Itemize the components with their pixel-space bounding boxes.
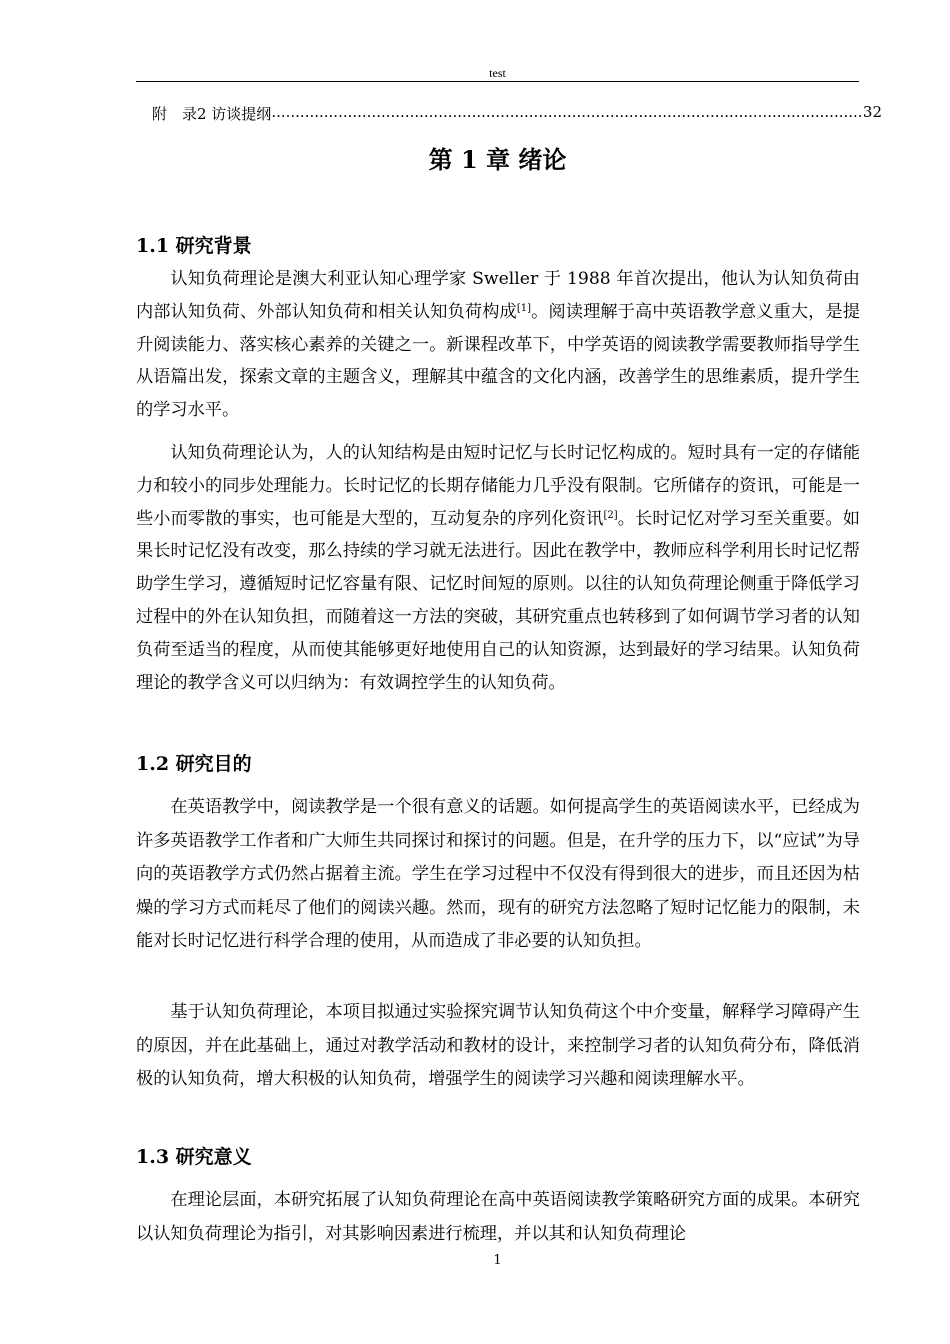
paragraph <box>136 791 860 959</box>
paragraph-text: 在理论层面，本研究拓展了认知负荷理论在高中英语阅读教学策略研究方面的成果。本研究以认知负荷理论为指引，对其影响因素进行梳理，并以其和认知负荷理论 <box>136 1190 860 1244</box>
page-number: 1 <box>493 1253 502 1268</box>
toc-entry-page: 32 <box>862 103 882 121</box>
running-header: test <box>489 66 506 80</box>
paragraph <box>136 1184 860 1251</box>
section-heading-1-2: 1.2 研究目的 <box>136 753 252 775</box>
chapter-title: 第 1 章 绪论 <box>428 145 567 174</box>
toc-entry[interactable] <box>152 103 882 124</box>
citation-ref[interactable]: [2] <box>603 509 618 521</box>
paragraph-text: 基于认知负荷理论，本项目拟通过实验探究调节认知负荷这个中介变量，解释学习障碍产生的原因，并在此基础上，通过对教学活动和教材的设计，来控制学习者的认知负荷分布，降低消极的认知负荷，增大积极的认知负荷，增强学生的阅读学习兴趣和阅读理解水平。 <box>136 1002 860 1090</box>
paragraph <box>136 437 860 699</box>
section-heading-1-3: 1.3 研究意义 <box>136 1146 252 1168</box>
paragraph-text: 。长时记忆对学习至关重要。如果长时记忆没有改变，那么持续的学习就无法进行。因此在教学中，教师应科学利用长时记忆帮助学生学习，遵循短时记忆容量有限、记忆时间短的原则。以往的认知负荷理论侧重于降低学习过程中的外在认知负担，而随着这一方法的突破，其研究重点也转移到了如何调节学习者的认知负荷至适当的程度，从而使其能够更好地使用自己的认知资源，达到最好的学习结果。认知负荷理论的教学含义可以归纳为：有效调控学生的认知负荷。 <box>136 508 860 693</box>
citation-ref[interactable]: [1] <box>516 302 532 314</box>
section-heading-1-1: 1.1 研究背景 <box>136 235 252 257</box>
toc-leader-dots <box>271 103 863 124</box>
paragraph <box>136 996 860 1097</box>
paragraph-text: 。阅读理解于高中英语教学意义重大，是提升阅读能力、落实核心素养的关键之一。新课程改革下，中学英语的阅读教学需要教师指导学生从语篇出发，探索文章的主题含义，理解其中蕴含的文化内涵，改善学生的思维素质，提升学生的学习水平。 <box>136 301 860 421</box>
header-rule <box>136 81 859 82</box>
paragraph <box>136 263 860 427</box>
paragraph-text: 认知负荷理论是澳大利亚认知心理学家 Sweller 于 1988 年首次提出，他认为认知负荷由内部认知负荷、外部认知负荷和相关认知负荷构成 <box>136 269 860 322</box>
paragraph-text: 在英语教学中，阅读教学是一个很有意义的话题。如何提高学生的英语阅读水平，已经成为许多英语教学工作者和广大师生共同探讨和探讨的问题。但是，在升学的压力下，以“应试”为导向的英语教学方式仍然占据着主流。学生在学习过程中不仅没有得到很大的进步，而且还因为枯燥的学习方式而耗尽了他们的阅读兴趣。然而，现有的研究方法忽略了短时记忆能力的限制，未能对长时记忆进行科学合理的使用，从而造成了非必要的认知负担。 <box>136 797 860 952</box>
paragraph-text: 认知负荷理论认为，人的认知结构是由短时记忆与长时记忆构成的。短时具有一定的存储能力和较小的同步处理能力。长时记忆的长期存储能力几乎没有限制。它所储存的资讯，可能是一些小而零散的事实，也可能是大型的，互动复杂的序列化资讯 <box>136 443 860 529</box>
toc-entry-label: 附 录2 访谈提纲 <box>152 105 272 123</box>
